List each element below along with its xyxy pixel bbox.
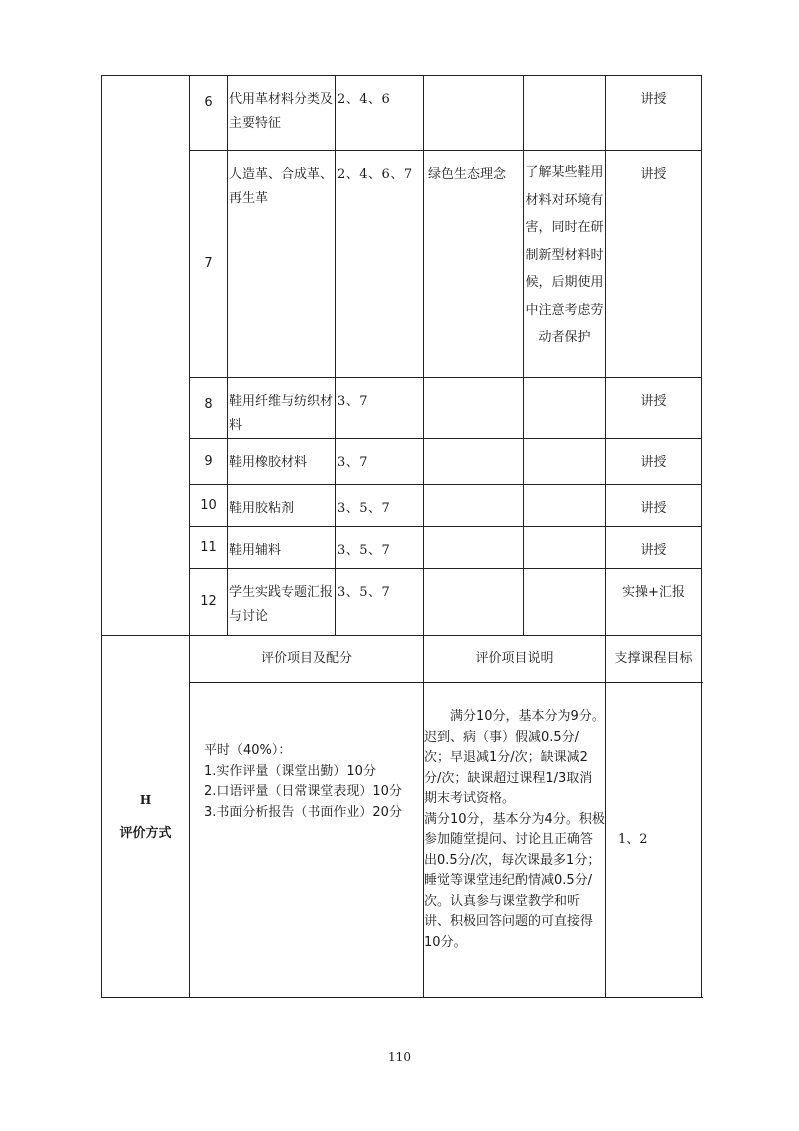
items-line: 平时（40%）： bbox=[204, 743, 292, 758]
ideology-note bbox=[524, 569, 606, 636]
goal-numbers: 2、4、6、7 bbox=[336, 151, 424, 378]
evaluation-items bbox=[190, 683, 424, 998]
table-row bbox=[102, 439, 702, 485]
table-row bbox=[102, 76, 702, 151]
items-line: 3.书面分析报告（书面作业）20分 bbox=[204, 804, 402, 820]
ideology-note bbox=[524, 439, 606, 485]
ideology-element bbox=[424, 485, 524, 527]
goal-numbers: 3、5、7 bbox=[336, 569, 424, 636]
topic-name: 鞋用辅料 bbox=[228, 527, 336, 569]
table-row bbox=[102, 151, 702, 378]
topic-name: 鞋用纤维与纺织材料 bbox=[228, 378, 336, 439]
ideology-note bbox=[524, 76, 606, 151]
row-number: 6 bbox=[190, 76, 228, 151]
teaching-method: 实操+汇报 bbox=[606, 569, 702, 636]
section-letter: H bbox=[139, 792, 152, 807]
ideology-element bbox=[424, 569, 524, 636]
row-number: 8 bbox=[190, 378, 228, 439]
table-row bbox=[102, 527, 702, 569]
goal-numbers: 3、7 bbox=[336, 439, 424, 485]
row-number: 9 bbox=[190, 439, 228, 485]
topic-name: 鞋用胶粘剂 bbox=[228, 485, 336, 527]
ideology-element bbox=[424, 76, 524, 151]
description-paragraph: 满分10分，基本分为4分。积极参加随堂提问、讨论且正确答出0.5分/次，每次课最多1分；睡觉等课堂违纪酌情减0.5分/次。认真参与课堂教学和听讲、积极回答问题的可直接得10分。 bbox=[424, 811, 605, 950]
ideology-element: 绿色生态理念 bbox=[424, 151, 524, 378]
teaching-method: 讲授 bbox=[606, 439, 702, 485]
row-number: 7 bbox=[190, 151, 228, 378]
section-label-cell bbox=[102, 76, 190, 636]
ideology-note: 了解某些鞋用材料对环境有害，同时在研制新型材料时候，后期使用中注意考虑劳动者保护 bbox=[524, 151, 606, 378]
support-goals: 1、2 bbox=[606, 683, 702, 998]
table-row bbox=[102, 378, 702, 439]
syllabus-table bbox=[101, 75, 702, 998]
description-paragraph: 满分10分，基本分为9分。迟到、病（事）假减0.5分/次；早退减1分/次；缺课减2分/次；缺课超过课程1/3取消期末考试资格。 bbox=[424, 709, 605, 806]
row-number: 12 bbox=[190, 569, 228, 636]
items-line: 1.实作评量（课堂出勤）10分 bbox=[204, 763, 376, 779]
goal-numbers: 3、5、7 bbox=[336, 485, 424, 527]
topic-name: 学生实践专题汇报与讨论 bbox=[228, 569, 336, 636]
ideology-element bbox=[424, 527, 524, 569]
table-row bbox=[102, 485, 702, 527]
topic-name: 鞋用橡胶材料 bbox=[228, 439, 336, 485]
header-description: 评价项目说明 bbox=[424, 636, 606, 683]
header-items: 评价项目及配分 bbox=[190, 636, 424, 683]
row-number: 10 bbox=[190, 485, 228, 527]
topic-name: 人造革、合成革、再生革 bbox=[228, 151, 336, 378]
goal-numbers: 3、7 bbox=[336, 378, 424, 439]
evaluation-description bbox=[424, 683, 606, 998]
teaching-method: 讲授 bbox=[606, 378, 702, 439]
ideology-note bbox=[524, 527, 606, 569]
evaluation-section-label bbox=[102, 636, 190, 998]
ideology-element bbox=[424, 378, 524, 439]
ideology-element bbox=[424, 439, 524, 485]
teaching-method: 讲授 bbox=[606, 151, 702, 378]
header-support: 支撑课程目标 bbox=[606, 636, 702, 683]
section-title: 评价方式 bbox=[119, 825, 172, 841]
row-number: 11 bbox=[190, 527, 228, 569]
goal-numbers: 3、5、7 bbox=[336, 527, 424, 569]
evaluation-content-row bbox=[102, 683, 702, 998]
ideology-note bbox=[524, 485, 606, 527]
table-row bbox=[102, 569, 702, 636]
ideology-note bbox=[524, 378, 606, 439]
teaching-method: 讲授 bbox=[606, 76, 702, 151]
topic-name: 代用革材料分类及主要特征 bbox=[228, 76, 336, 151]
teaching-method: 讲授 bbox=[606, 485, 702, 527]
goal-numbers: 2、4、6 bbox=[336, 76, 424, 151]
evaluation-header-row bbox=[102, 636, 702, 683]
page-number: 110 bbox=[388, 1050, 411, 1064]
items-line: 2.口语评量（日常课堂表现）10分 bbox=[204, 784, 402, 799]
teaching-method: 讲授 bbox=[606, 527, 702, 569]
